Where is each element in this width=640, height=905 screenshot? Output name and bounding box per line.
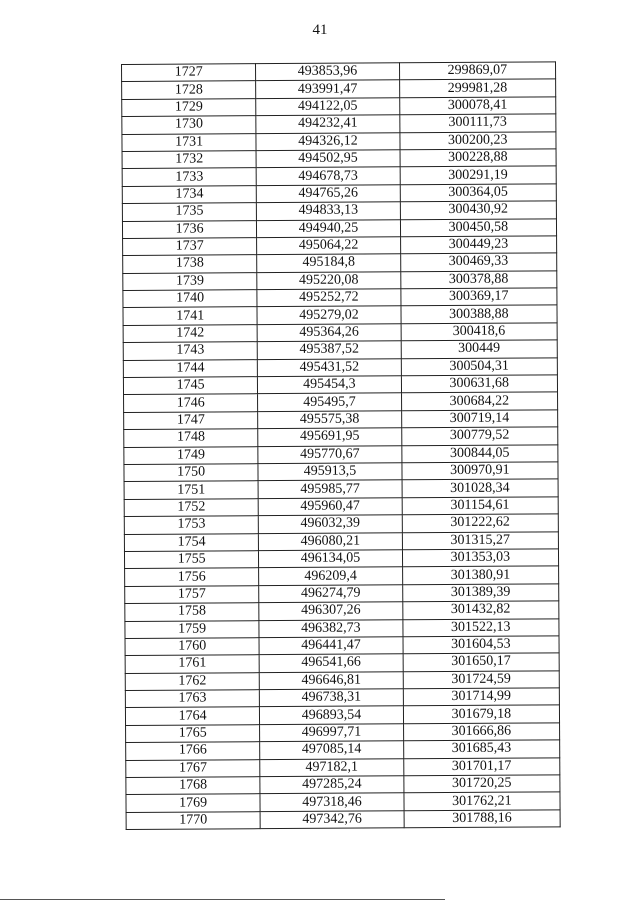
point-number-cell: 1755 [124, 551, 258, 569]
table-row [126, 757, 560, 777]
y-coordinate-cell: 301724,59 [403, 671, 559, 689]
point-number-cell: 1738 [123, 255, 257, 273]
y-coordinate-cell: 301315,27 [402, 531, 558, 549]
point-number-cell: 1737 [123, 238, 257, 256]
point-number-cell: 1742 [123, 325, 257, 343]
x-coordinate-cell: 495184,8 [257, 254, 400, 272]
point-number-cell: 1743 [123, 342, 257, 360]
table-row [124, 514, 558, 534]
x-coordinate-cell: 495387,52 [257, 341, 400, 359]
x-coordinate-cell: 496441,47 [259, 637, 402, 655]
y-coordinate-cell: 301604,53 [403, 636, 559, 654]
point-number-cell: 1735 [122, 203, 256, 221]
table-row [125, 584, 559, 604]
point-number-cell: 1750 [124, 464, 258, 482]
x-coordinate-cell: 497085,14 [260, 741, 403, 759]
y-coordinate-cell: 301714,99 [403, 688, 559, 706]
point-number-cell: 1759 [125, 620, 259, 638]
point-number-cell: 1729 [122, 98, 256, 116]
table-row [122, 131, 556, 151]
x-coordinate-cell: 496541,66 [259, 654, 402, 672]
x-coordinate-cell: 496646,81 [260, 671, 403, 689]
table-row [125, 566, 559, 586]
point-number-cell: 1733 [122, 168, 256, 186]
table-row [123, 288, 557, 308]
point-number-cell: 1754 [124, 533, 258, 551]
x-coordinate-cell: 497182,1 [260, 758, 403, 776]
y-coordinate-cell: 300200,23 [400, 131, 556, 149]
x-coordinate-cell: 495279,02 [257, 306, 400, 324]
y-coordinate-cell: 300378,88 [400, 271, 556, 289]
y-coordinate-cell: 301432,82 [402, 601, 558, 619]
y-coordinate-cell: 300111,73 [399, 114, 555, 132]
x-coordinate-cell: 495431,52 [258, 358, 401, 376]
y-coordinate-cell: 299869,07 [399, 62, 555, 80]
point-number-cell: 1736 [122, 220, 256, 238]
table-row [125, 671, 559, 691]
x-coordinate-cell: 496893,54 [260, 706, 403, 724]
table-row [122, 184, 556, 204]
point-number-cell: 1748 [124, 429, 258, 447]
y-coordinate-cell: 300684,22 [401, 392, 557, 410]
x-coordinate-cell: 496997,71 [260, 724, 403, 742]
point-number-cell: 1762 [125, 672, 259, 690]
x-coordinate-cell: 495454,3 [258, 376, 401, 394]
point-number-cell: 1753 [124, 516, 258, 534]
table-row [125, 688, 559, 708]
point-number-cell: 1730 [122, 116, 256, 134]
x-coordinate-cell: 497318,46 [260, 793, 403, 811]
x-coordinate-cell: 495495,7 [258, 393, 401, 411]
x-coordinate-cell: 496134,05 [259, 550, 402, 568]
x-coordinate-cell: 494326,12 [256, 132, 399, 150]
table-row [125, 705, 559, 725]
y-coordinate-cell: 300779,52 [401, 427, 557, 445]
y-coordinate-cell: 300418,6 [401, 323, 557, 341]
point-number-cell: 1749 [124, 446, 258, 464]
table-row [122, 114, 556, 134]
point-number-cell: 1751 [124, 481, 258, 499]
y-coordinate-cell: 300719,14 [401, 410, 557, 428]
y-coordinate-cell: 301650,17 [403, 653, 559, 671]
y-coordinate-cell: 301154,61 [402, 497, 558, 515]
table-row [123, 271, 557, 291]
point-number-cell: 1731 [122, 133, 256, 151]
x-coordinate-cell: 496274,79 [259, 585, 402, 603]
x-coordinate-cell: 496209,4 [259, 567, 402, 585]
point-number-cell: 1732 [122, 151, 256, 169]
y-coordinate-cell: 300504,31 [401, 357, 557, 375]
x-coordinate-cell: 493991,47 [256, 80, 399, 98]
table-row [124, 479, 558, 499]
table-row [126, 775, 560, 795]
x-coordinate-cell: 495064,22 [257, 237, 400, 255]
table-row [124, 444, 558, 464]
point-number-cell: 1761 [125, 655, 259, 673]
y-coordinate-cell: 300970,91 [402, 462, 558, 480]
point-number-cell: 1744 [123, 359, 257, 377]
x-coordinate-cell: 496307,26 [259, 602, 402, 620]
coordinates-table-body [122, 62, 561, 830]
y-coordinate-cell: 300369,17 [401, 288, 557, 306]
table-row [122, 79, 556, 99]
y-coordinate-cell: 301701,17 [403, 757, 559, 775]
y-coordinate-cell: 300430,92 [400, 201, 556, 219]
point-number-cell: 1739 [123, 272, 257, 290]
x-coordinate-cell: 496080,21 [259, 532, 402, 550]
y-coordinate-cell: 301028,34 [402, 479, 558, 497]
table-row [123, 375, 557, 395]
table-row [122, 62, 556, 82]
x-coordinate-cell: 495252,72 [257, 289, 400, 307]
table-row [124, 392, 558, 412]
table-row [125, 653, 559, 673]
x-coordinate-cell: 496738,31 [260, 689, 403, 707]
y-coordinate-cell: 301389,39 [402, 584, 558, 602]
y-coordinate-cell: 301522,13 [403, 618, 559, 636]
y-coordinate-cell: 301353,03 [402, 549, 558, 567]
y-coordinate-cell: 300449 [401, 340, 557, 358]
y-coordinate-cell: 299981,28 [399, 79, 555, 97]
x-coordinate-cell: 497342,76 [260, 811, 403, 829]
y-coordinate-cell: 300844,05 [401, 444, 557, 462]
bottom-rule [0, 899, 445, 900]
table-row [125, 636, 559, 656]
table-row [125, 618, 559, 638]
point-number-cell: 1746 [124, 394, 258, 412]
table-row [122, 218, 556, 238]
table-row [125, 601, 559, 621]
point-number-cell: 1757 [125, 585, 259, 603]
x-coordinate-cell: 496382,73 [259, 619, 402, 637]
x-coordinate-cell: 495913,5 [258, 463, 401, 481]
point-number-cell: 1741 [123, 307, 257, 325]
point-number-cell: 1768 [126, 777, 260, 795]
table-row [123, 323, 557, 343]
y-coordinate-cell: 300469,33 [400, 253, 556, 271]
point-number-cell: 1770 [126, 811, 260, 829]
table-row [124, 410, 558, 430]
y-coordinate-cell: 300228,88 [400, 149, 556, 167]
table-row [123, 253, 557, 273]
point-number-cell: 1760 [125, 638, 259, 656]
table-row [126, 723, 560, 743]
y-coordinate-cell: 301788,16 [404, 810, 560, 828]
x-coordinate-cell: 494765,26 [257, 185, 400, 203]
x-coordinate-cell: 494122,05 [256, 98, 399, 116]
y-coordinate-cell: 301762,21 [404, 792, 560, 810]
table-row [123, 340, 557, 360]
y-coordinate-cell: 300364,05 [400, 184, 556, 202]
point-number-cell: 1765 [126, 725, 260, 743]
x-coordinate-cell: 494502,95 [256, 150, 399, 168]
point-number-cell: 1728 [122, 81, 256, 99]
point-number-cell: 1740 [123, 290, 257, 308]
y-coordinate-cell: 300449,23 [400, 236, 556, 254]
y-coordinate-cell: 301666,86 [403, 723, 559, 741]
point-number-cell: 1745 [123, 377, 257, 395]
y-coordinate-cell: 300450,58 [400, 218, 556, 236]
point-number-cell: 1769 [126, 794, 260, 812]
table-row [123, 236, 557, 256]
point-number-cell: 1767 [126, 759, 260, 777]
coordinates-table [121, 61, 561, 830]
table-row [124, 497, 558, 517]
x-coordinate-cell: 495770,67 [258, 445, 401, 463]
point-number-cell: 1763 [125, 690, 259, 708]
point-number-cell: 1758 [125, 603, 259, 621]
y-coordinate-cell: 301720,25 [403, 775, 559, 793]
y-coordinate-cell: 300078,41 [399, 97, 555, 115]
table-row [123, 305, 557, 325]
table-row [124, 531, 558, 551]
x-coordinate-cell: 495985,77 [258, 480, 401, 498]
y-coordinate-cell: 301685,43 [403, 740, 559, 758]
table-row [122, 166, 556, 186]
table-row [122, 149, 556, 169]
point-number-cell: 1747 [124, 411, 258, 429]
y-coordinate-cell: 301380,91 [402, 566, 558, 584]
x-coordinate-cell: 494678,73 [256, 167, 399, 185]
x-coordinate-cell: 493853,96 [256, 63, 399, 81]
table-row [126, 792, 560, 812]
x-coordinate-cell: 495364,26 [257, 324, 400, 342]
point-number-cell: 1756 [125, 568, 259, 586]
x-coordinate-cell: 494232,41 [256, 115, 399, 133]
point-number-cell: 1766 [126, 742, 260, 760]
y-coordinate-cell: 300388,88 [401, 305, 557, 323]
table-row [122, 97, 556, 117]
y-coordinate-cell: 301679,18 [403, 705, 559, 723]
x-coordinate-cell: 496032,39 [259, 515, 402, 533]
point-number-cell: 1764 [125, 707, 259, 725]
x-coordinate-cell: 494940,25 [257, 219, 400, 237]
table-row [124, 427, 558, 447]
point-number-cell: 1752 [124, 498, 258, 516]
y-coordinate-cell: 301222,62 [402, 514, 558, 532]
page-number: 41 [312, 22, 328, 38]
table-row [122, 201, 556, 221]
x-coordinate-cell: 495220,08 [257, 271, 400, 289]
table-row [124, 462, 558, 482]
table-row [123, 357, 557, 377]
table-row [124, 549, 558, 569]
x-coordinate-cell: 494833,13 [257, 202, 400, 220]
x-coordinate-cell: 497285,24 [260, 776, 403, 794]
x-coordinate-cell: 495691,95 [258, 428, 401, 446]
table-row [126, 810, 560, 830]
y-coordinate-cell: 300631,68 [401, 375, 557, 393]
point-number-cell: 1734 [122, 185, 256, 203]
x-coordinate-cell: 495575,38 [258, 411, 401, 429]
table-row [126, 740, 560, 760]
x-coordinate-cell: 495960,47 [258, 498, 401, 516]
point-number-cell: 1727 [122, 64, 256, 82]
y-coordinate-cell: 300291,19 [400, 166, 556, 184]
